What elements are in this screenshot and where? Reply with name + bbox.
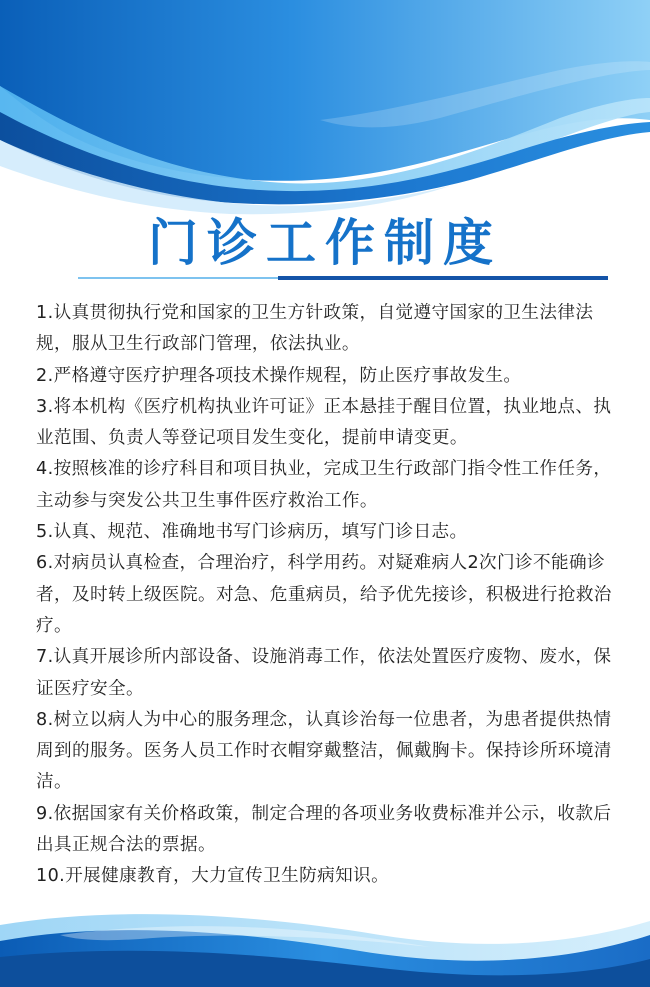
rule-item-1: 1.认真贯彻执行党和国家的卫生方针政策，自觉遵守国家的卫生法律法规，服从卫生行政部门管理，依法执业。 (36, 303, 594, 355)
top-wave-decoration (0, 0, 650, 215)
rule-item-7: 7.认真开展诊所内部设备、设施消毒工作，依法处置医疗废物、废水，保证医疗安全。 (36, 647, 612, 699)
rule-item-6: 6.对病员认真检查，合理治疗，科学用药。对疑难病人2次门诊不能确诊者，及时转上级医院。对急、危重病员，给予优先接诊，积极进行抢救治疗。 (36, 553, 612, 636)
page-title: 门诊工作制度 (148, 214, 502, 272)
rule-item-3: 3.将本机构《医疗机构执业许可证》正本悬挂于醒目位置，执业地点、执业范围、负责人等登记项目发生变化，提前申请变更。 (36, 396, 612, 449)
title-underline-thick (278, 276, 608, 280)
rule-item-9: 9.依据国家有关价格政策，制定合理的各项业务收费标准并公示，收款后出具正规合法的票据。 (36, 803, 612, 856)
title-underline (78, 276, 608, 280)
rule-item-4: 4.按照核准的诊疗科目和项目执业，完成卫生行政部门指令性工作任务，主动参与突发公共卫生事件医疗救治工作。 (36, 459, 612, 511)
rule-item-10: 10.开展健康教育，大力宣传卫生防病知识。 (36, 866, 390, 887)
rule-item-8: 8.树立以病人为中心的服务理念，认真诊治每一位患者，为患者提供热情周到的服务。医务人员工作时衣帽穿戴整洁，佩戴胸卡。保持诊所环境清洁。 (36, 709, 612, 793)
rule-item-2: 2.严格遵守医疗护理各项技术操作规程，防止医疗事故发生。 (36, 365, 522, 386)
rules-list (36, 298, 628, 893)
bottom-wave-decoration (0, 895, 650, 987)
rule-item-5: 5.认真、规范、准确地书写门诊病历，填写门诊日志。 (36, 522, 468, 543)
